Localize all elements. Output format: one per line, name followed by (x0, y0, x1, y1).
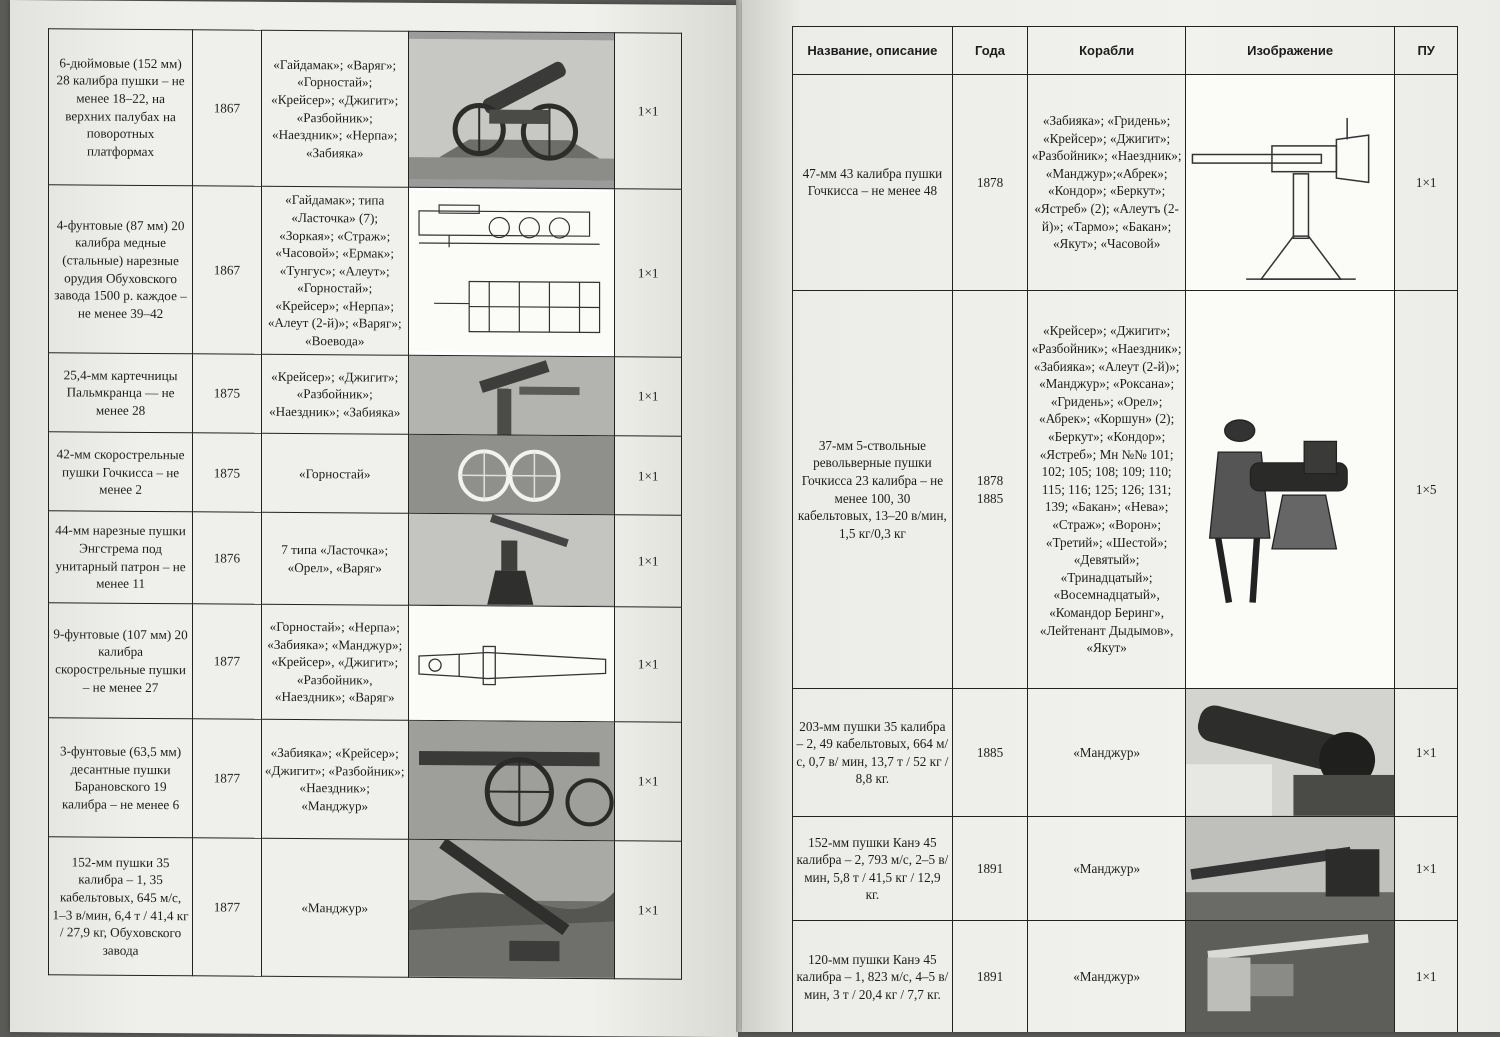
gun-year: 1867 (193, 30, 262, 186)
gun-ships: «Манджур» (261, 839, 408, 977)
palmcrantz-gun-photo (408, 355, 615, 436)
header-mount: ПУ (1395, 27, 1458, 75)
gun-year: 1878 1885 (952, 290, 1028, 689)
gun-mount: 1×1 (1395, 75, 1458, 291)
left-armament-table (48, 28, 682, 979)
canet-152-photo (1185, 817, 1394, 921)
header-name: Название, описание (793, 27, 953, 75)
gun-year: 1885 (952, 689, 1028, 817)
heavy-gun-photo (1185, 689, 1394, 817)
left-page (10, 0, 738, 1037)
table-row (49, 511, 682, 607)
table-row (793, 75, 1458, 291)
gun-year: 1876 (193, 512, 262, 604)
revolver-cannon-engraving (1185, 290, 1394, 689)
gun-ships: «Крейсер»; «Джигит»; «Разбойник»; «Наездник»; «Забияка»; «Алеут (2-й)»; «Манджур»; «Роксана»; «Гридень»; «Орел»; «Абрек»; «Коршун» (2); «Беркут»; «Кондор»; «Ястреб»; Мн №№ 101; 102; 105; 108; 109; 110; 115; 116; 125; 126; 131; 139; «Бакан»; «Нева»; «Страж»; «Ворон»; «Третий»; «Шестой»; «Девятый»; «Тринадцатый»; «Восемнадцатый», «Командор Беринг», «Лейтенант Дыдымов», «Якут» (1028, 290, 1186, 689)
gun-ships: «Горностай»; «Нерпа»; «Забияка»; «Манджур»; «Крейсер», «Джигит»; «Разбойник», «Наездник»; «Варяг» (261, 604, 408, 720)
gun-year: 1877 (193, 604, 262, 720)
table-row (49, 718, 682, 842)
gun-mount: 1×1 (615, 722, 682, 842)
table-row (49, 837, 682, 979)
hotchkiss-47-drawing (1185, 75, 1394, 291)
gun-name: 120-мм пушки Канэ 45 калибра – 1, 823 м/с, 4–5 в/мин, 3 т / 20,4 кг / 7,7 кг. (793, 921, 953, 1032)
gun-ships: «Манджур» (1028, 817, 1186, 921)
gun-name: 3-фунтовые (63,5 мм) десантные пушки Барановского 19 калибра – не менее 6 (49, 718, 193, 838)
engstrem-gun-photo (408, 514, 615, 607)
siege-cannon-photo (408, 31, 615, 188)
gun-mount: 1×1 (615, 436, 682, 516)
table-row (49, 432, 682, 516)
gun-ships: «Манджур» (1028, 689, 1186, 817)
table-row (49, 29, 682, 189)
gun-mount: 1×1 (615, 606, 682, 722)
gun-name: 9-фунтовые (107 мм) 20 калибра скорострельные пушки – не менее 27 (49, 603, 193, 719)
gun-ships: «Гайдамак»; «Варяг»; «Горностай»; «Крейсер»; «Джигит»; «Разбойник»; «Наездник»; «Нерпа»; «Забияка» (261, 30, 408, 187)
gun-name: 47-мм 43 калибра пушки Гочкисса – не менее 48 (793, 75, 953, 291)
gun-name: 6-дюймовые (152 мм) 28 калибра пушки – не менее 18–22, на верхних палубах на поворотных платформах (49, 29, 193, 186)
table-row (793, 921, 1458, 1032)
gun-mount: 1×1 (615, 357, 682, 437)
gun-mount: 1×1 (615, 515, 682, 607)
gun-mount: 1×1 (1395, 689, 1458, 817)
gun-year: 1891 (952, 817, 1028, 921)
header-image: Изображение (1185, 27, 1394, 75)
header-ships: Корабли (1028, 27, 1186, 75)
gun-year: 1875 (193, 433, 262, 513)
gun-name: 25,4-мм картечницы Пальмкранца — не менее 28 (49, 353, 193, 433)
gun-mount: 1×1 (1395, 921, 1458, 1032)
gun-ships: «Забияка»; «Крейсер»; «Джигит»; «Разбойник»; «Наездник»; «Манджур» (261, 719, 408, 839)
coastal-gun-photo (408, 840, 615, 979)
gun-year: 1867 (193, 186, 262, 354)
gun-carriage-drawing (408, 187, 615, 356)
header-year: Года (952, 27, 1028, 75)
gun-ships: «Крейсер»; «Джигит»; «Разбойник»; «Наездник»; «Забияка» (261, 354, 408, 434)
gun-year: 1878 (952, 75, 1028, 291)
gun-name: 152-мм пушки 35 калибра – 1, 35 кабельтовых, 645 м/с, 1–3 в/мин, 6,4 т / 41,4 кг / 27,9 кг, Обуховского завода (49, 837, 193, 975)
gun-ships: 7 типа «Ласточка»; «Орел», «Варяг» (261, 513, 408, 605)
gun-year: 1877 (193, 838, 262, 976)
barrel-drawing (408, 605, 615, 722)
gun-mount: 1×1 (615, 841, 682, 979)
gun-name: 152-мм пушки Канэ 45 калибра – 2, 793 м/с, 2–5 в/мин, 5,8 т / 41,5 кг / 12,9 кг. (793, 817, 953, 921)
gun-ships: «Забияка»; «Гридень»; «Крейсер»; «Джигит»; «Разбойник»; «Наездник»; «Манджур»;«Абрек»; «Кондор»; «Беркут»; «Ястреб» (2); «Алеутъ (2-й)»; «Тармо»; «Бакан»; «Якут»; «Часовой» (1028, 75, 1186, 291)
table-row (49, 185, 682, 357)
gun-ships: «Гайдамак»; типа «Ласточка» (7); «Зоркая»; «Страж»; «Часовой»; «Ермак»; «Тунгус»; «Алеут»; «Горностай»; «Крейсер»; «Нерпа»; «Алеут (2-й)»; «Варяг»; «Воевода» (261, 186, 408, 355)
table-header-row (793, 27, 1458, 75)
table-row (49, 603, 682, 723)
wheeled-gun-photo (408, 435, 615, 516)
gun-mount: 1×1 (615, 189, 682, 357)
gun-name: 203-мм пушки 35 калибра – 2, 49 кабельтовых, 664 м/с, 0,7 в/ мин, 13,7 т / 52 кг / 8,8 кг. (793, 689, 953, 817)
baranovsky-gun-photo (408, 720, 615, 841)
gun-mount: 1×5 (1395, 290, 1458, 689)
gun-year: 1875 (193, 354, 262, 434)
right-page (742, 0, 1500, 1032)
right-armament-table (792, 26, 1458, 1032)
gun-mount: 1×1 (1395, 817, 1458, 921)
gun-ships: «Манджур» (1028, 921, 1186, 1032)
canet-120-photo (1185, 921, 1394, 1032)
table-row (793, 817, 1458, 921)
table-row (49, 353, 682, 437)
gun-name: 4-фунтовые (87 мм) 20 калибра медные (стальные) нарезные орудия Обуховского завода 1500 р. каждое – не менее 39–42 (49, 185, 193, 354)
gun-ships: «Горностай» (261, 433, 408, 513)
gun-year: 1877 (193, 719, 262, 839)
gun-mount: 1×1 (615, 33, 682, 189)
table-row (793, 689, 1458, 817)
gun-year: 1891 (952, 921, 1028, 1032)
gun-name: 42-мм скорострельные пушки Гочкисса – не менее 2 (49, 432, 193, 512)
gun-name: 37-мм 5-ствольные револьверные пушки Гочкисса 23 калибра – не менее 100, 30 кабельтовых, 13–20 в/мин, 1,5 кг/0,3 кг (793, 290, 953, 689)
gun-name: 44-мм нарезные пушки Энгстрема под унитарный патрон – не менее 11 (49, 511, 193, 603)
table-row (793, 290, 1458, 689)
